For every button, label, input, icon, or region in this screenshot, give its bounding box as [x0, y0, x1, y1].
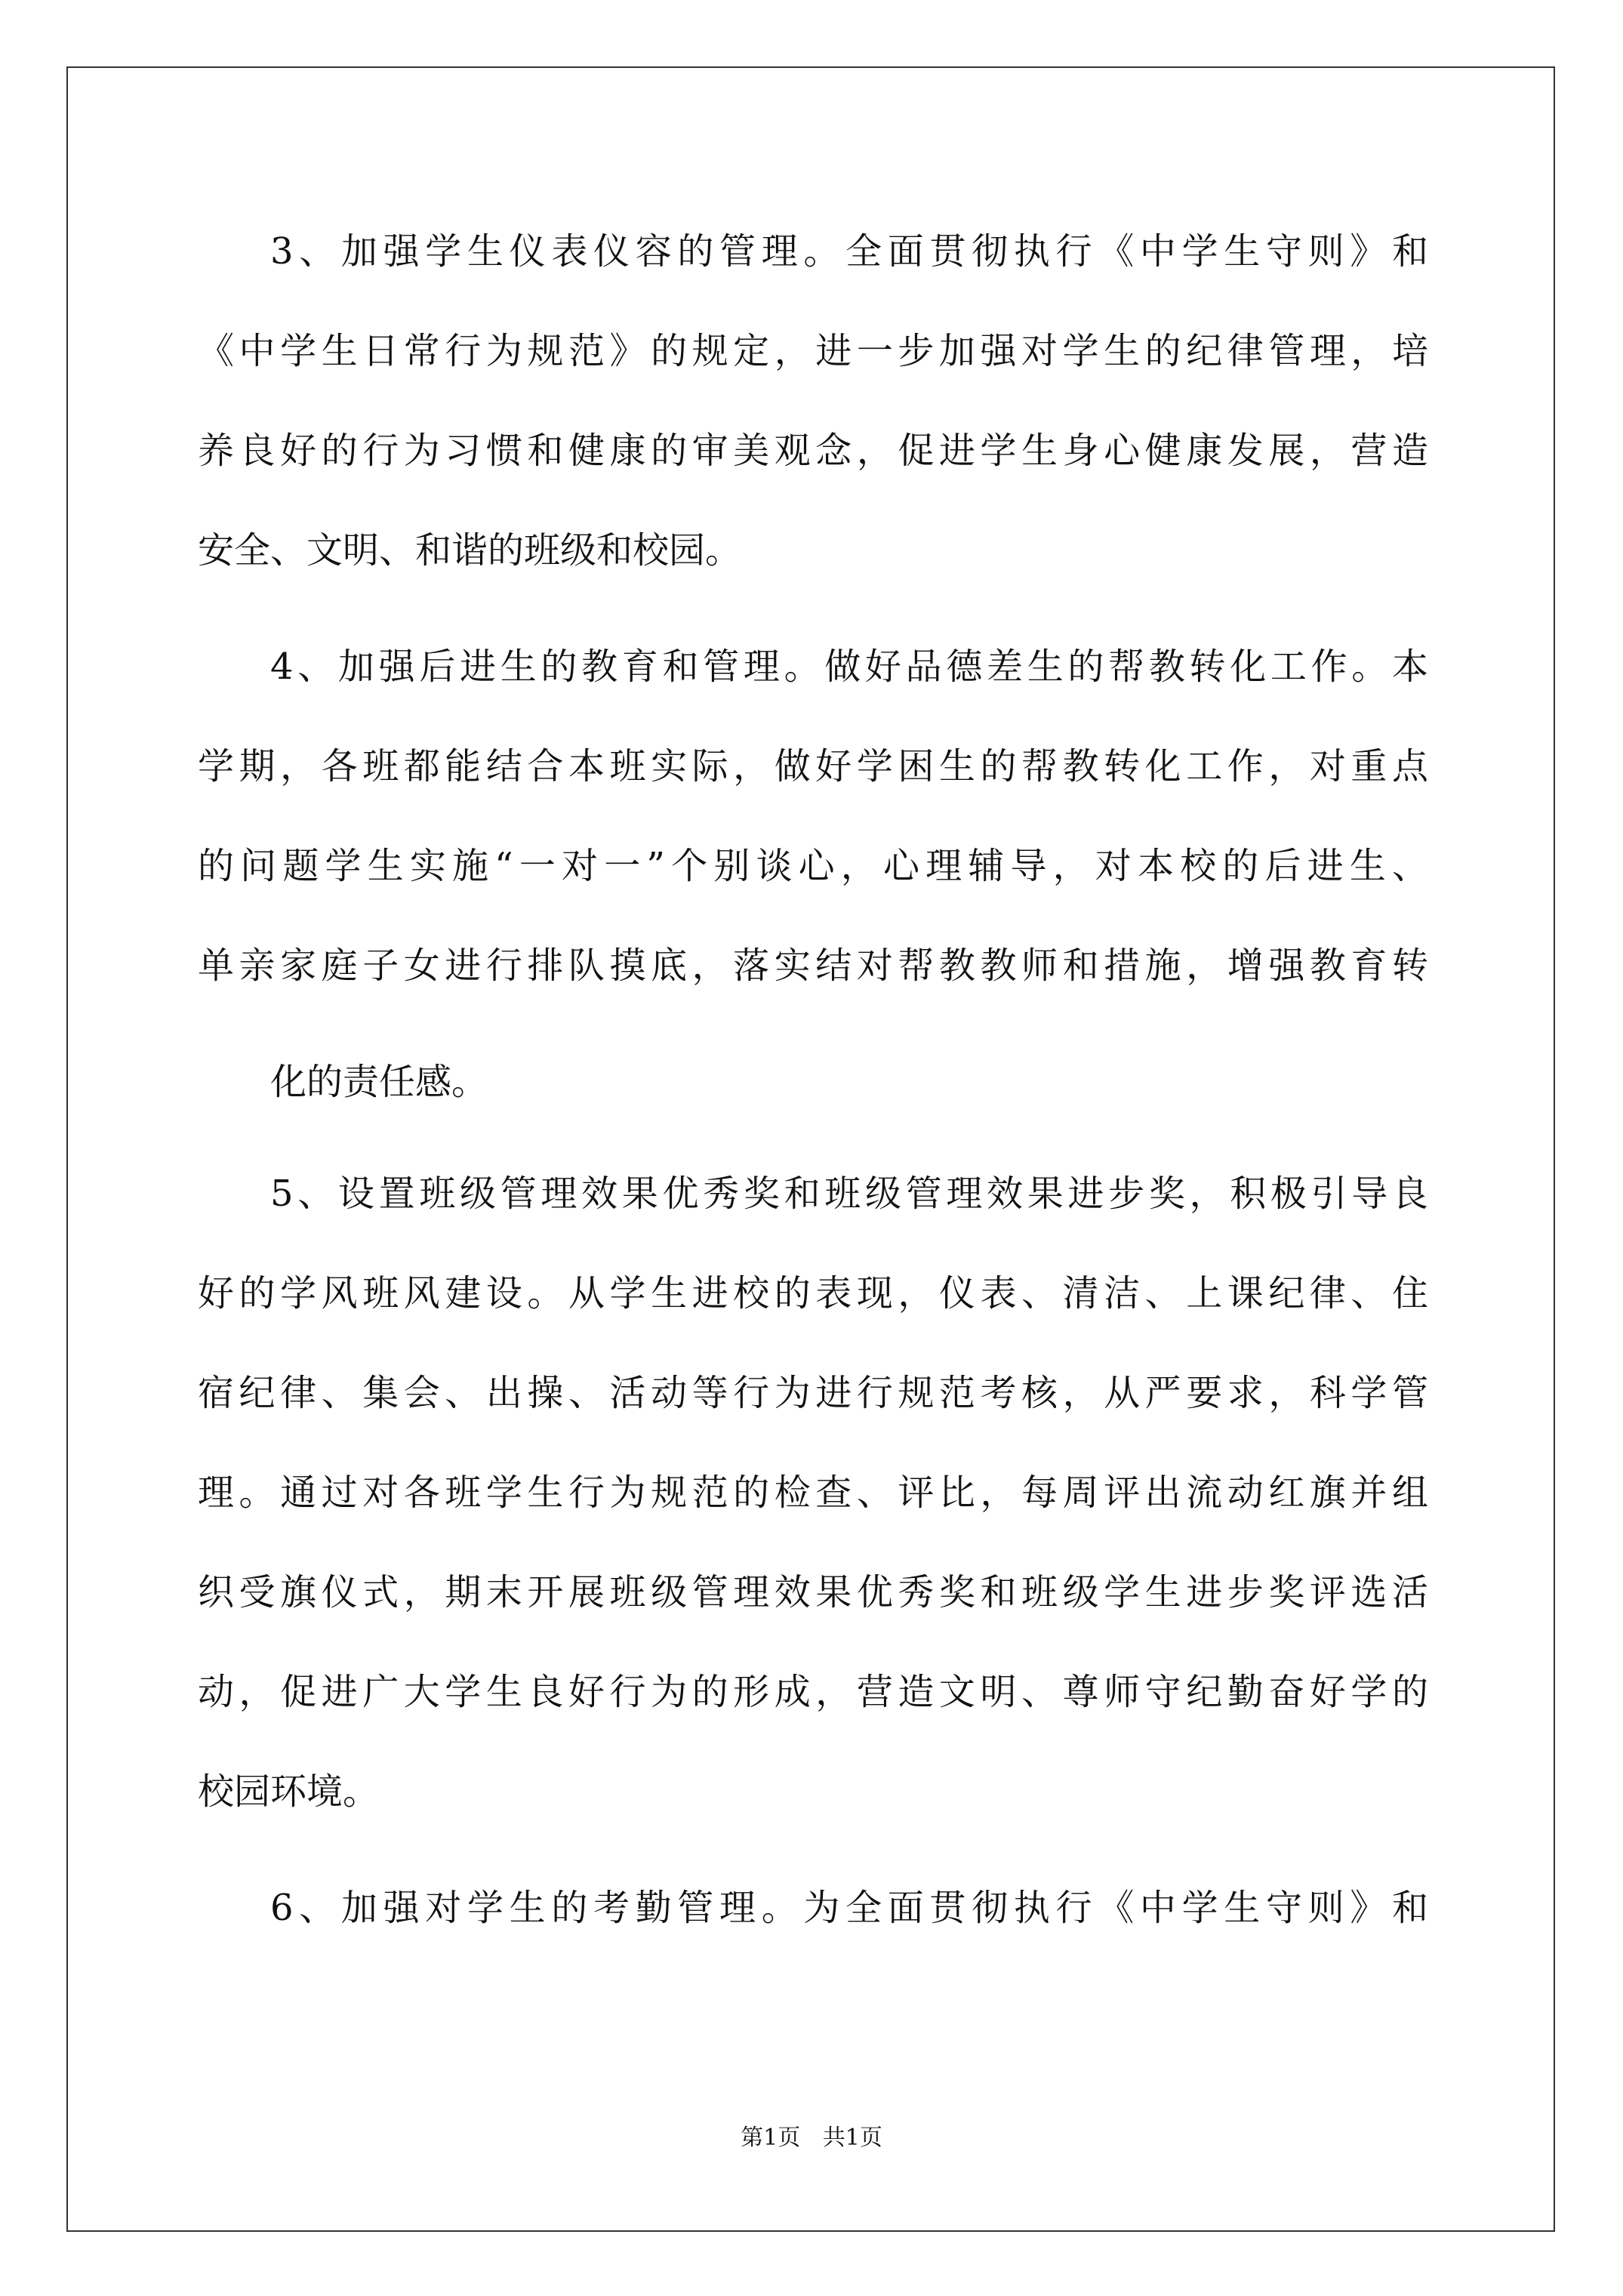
- paragraph-4-line-4: 单亲家庭子女进行排队摸底，落实结对帮教教师和措施，增强教育转: [198, 945, 1428, 987]
- paragraph-5-line-2: 好的学风班风建设。从学生进校的表现，仪表、清洁、上课纪律、住: [198, 1272, 1428, 1314]
- page-number: 第1页: [741, 2125, 801, 2151]
- paragraph-5-line-7: 校园环境。: [198, 1771, 380, 1813]
- paragraph-4-line-5: 化的责任感。: [270, 1061, 488, 1103]
- paragraph-4-line-1: 4、加强后进生的教育和管理。做好品德差生的帮教转化工作。本: [270, 646, 1428, 688]
- paragraph-3-line-1: 3、加强学生仪表仪容的管理。全面贯彻执行《中学生守则》和: [270, 230, 1428, 273]
- paragraph-6-line-1: 6、加强对学生的考勤管理。为全面贯彻执行《中学生守则》和: [270, 1887, 1428, 1929]
- paragraph-5-line-1: 5、设置班级管理效果优秀奖和班级管理效果进步奖，积极引导良: [270, 1173, 1428, 1215]
- paragraph-5-line-3: 宿纪律、集会、出操、活动等行为进行规范考核，从严要求，科学管: [198, 1372, 1428, 1414]
- paragraph-4-line-2: 学期，各班都能结合本班实际，做好学困生的帮教转化工作，对重点: [198, 745, 1428, 787]
- paragraph-3-line-2: 《中学生日常行为规范》的规定，进一步加强对学生的纪律管理，培: [198, 330, 1428, 372]
- page-total: 共1页: [822, 2125, 882, 2151]
- paragraph-5-line-6: 动，促进广大学生良好行为的形成，营造文明、尊师守纪勤奋好学的: [198, 1671, 1428, 1713]
- page-footer: [0, 2123, 1623, 2153]
- paragraph-3-line-3: 养良好的行为习惯和健康的审美观念，促进学生身心健康发展，营造: [198, 430, 1428, 472]
- paragraph-4-line-3: 的问题学生实施“一对一”个别谈心，心理辅导，对本校的后进生、: [198, 845, 1428, 887]
- paragraph-3-line-4: 安全、文明、和谐的班级和校园。: [198, 529, 742, 572]
- paragraph-5-line-4: 理。通过对各班学生行为规范的检查、评比，每周评出流动红旗并组: [198, 1472, 1428, 1514]
- paragraph-5-line-5: 织受旗仪式，期末开展班级管理效果优秀奖和班级学生进步奖评选活: [198, 1571, 1428, 1613]
